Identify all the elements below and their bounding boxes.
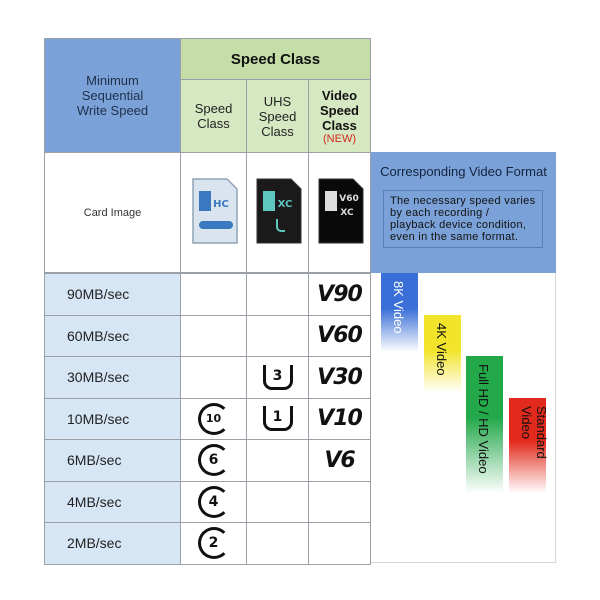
cell-uhs-row-2 xyxy=(246,356,309,399)
cell-speed-row-6 xyxy=(44,522,181,565)
video-format-bar-1 xyxy=(424,315,461,394)
cell-class-row-6 xyxy=(180,522,247,565)
uhs-speed-class-column-header xyxy=(246,79,309,153)
svg-text:XC: XC xyxy=(277,199,293,210)
uhs-speed-class-badge: 1 xyxy=(263,406,293,431)
speed-class-badge: 2 xyxy=(198,527,230,559)
cell-speed-row-5 xyxy=(44,481,181,524)
cell-class-row-4 xyxy=(180,439,247,482)
speed-value: 4MB/sec xyxy=(67,493,122,510)
speed-class-column-header xyxy=(180,79,247,153)
speed-value: 60MB/sec xyxy=(67,327,130,344)
speed-class-header-label: Speed Class xyxy=(230,50,321,68)
video-format-bar-label: 4K Video xyxy=(434,322,449,376)
svg-text:HC: HC xyxy=(213,199,229,210)
video-format-bar-0 xyxy=(381,273,418,352)
video-speed-class-new-label: (NEW) xyxy=(323,132,356,145)
video-speed-class-badge: V30 xyxy=(317,364,362,390)
svg-text:XC: XC xyxy=(340,208,354,218)
cell-class-row-3 xyxy=(180,398,247,441)
card-image-label: Card Image xyxy=(83,206,142,219)
video-speed-class-badge: V90 xyxy=(317,281,362,307)
cell-video-row-6 xyxy=(308,522,371,565)
cell-video-row-1 xyxy=(308,315,371,358)
sdxc-v60-card-image xyxy=(317,177,365,245)
speed-value: 90MB/sec xyxy=(67,286,130,303)
speed-value: 2MB/sec xyxy=(67,535,122,552)
cell-uhs-row-1 xyxy=(246,315,309,358)
sdxc-uhs3-card-image xyxy=(255,177,303,245)
speed-class-column-label: Speed Class xyxy=(194,101,233,131)
video-format-bar-label: Standard Video xyxy=(519,405,549,459)
speed-value: 6MB/sec xyxy=(67,452,122,469)
cell-video-row-3 xyxy=(308,398,371,441)
card-image-cell-video xyxy=(308,152,371,273)
video-speed-class-badge: V10 xyxy=(317,406,362,432)
speed-class-badge: 10 xyxy=(198,403,230,435)
uhs-speed-class-badge: 3 xyxy=(263,365,293,390)
video-speed-class-badge: V6 xyxy=(324,447,355,473)
cell-uhs-row-0 xyxy=(246,273,309,316)
uhs-speed-class-column-label: UHS Speed Class xyxy=(258,93,297,139)
video-format-bar-label: Full HD / HD Video xyxy=(476,364,491,474)
cell-class-row-0 xyxy=(180,273,247,316)
card-image-row-label xyxy=(44,152,181,273)
cell-class-row-2 xyxy=(180,356,247,399)
sdhc-class10-card-image xyxy=(191,177,239,245)
cell-class-row-1 xyxy=(180,315,247,358)
cell-speed-row-2 xyxy=(44,356,181,399)
cell-video-row-5 xyxy=(308,481,371,524)
video-speed-class-badge: V60 xyxy=(317,323,362,349)
video-format-note: The necessary speed varies by each recording / playback device condition, even in the same format. xyxy=(383,190,543,248)
min-speed-header xyxy=(44,38,181,153)
cell-uhs-row-3 xyxy=(246,398,309,441)
video-format-bar-2 xyxy=(466,356,503,493)
cell-uhs-row-4 xyxy=(246,439,309,482)
speed-value: 10MB/sec xyxy=(67,410,130,427)
cell-speed-row-3 xyxy=(44,398,181,441)
video-format-title: Corresponding Video Format xyxy=(380,164,547,179)
cell-video-row-2 xyxy=(308,356,371,399)
cell-video-row-0 xyxy=(308,273,371,316)
speed-class-header xyxy=(180,38,371,80)
speed-class-badge: 4 xyxy=(198,486,230,518)
svg-text:V60: V60 xyxy=(339,194,359,204)
cell-uhs-row-5 xyxy=(246,481,309,524)
cell-speed-row-1 xyxy=(44,315,181,358)
card-image-cell-uhs xyxy=(246,152,309,273)
cell-speed-row-0 xyxy=(44,273,181,316)
video-format-panel xyxy=(371,152,556,273)
cell-class-row-5 xyxy=(180,481,247,524)
speed-value: 30MB/sec xyxy=(67,369,130,386)
video-format-bar-label: 8K Video xyxy=(391,281,406,334)
card-image-cell-class xyxy=(180,152,247,273)
min-speed-header-label: Minimum Sequential Write Speed xyxy=(76,73,149,118)
cell-uhs-row-6 xyxy=(246,522,309,565)
cell-video-row-4 xyxy=(308,439,371,482)
speed-class-badge: 6 xyxy=(198,444,230,476)
video-format-bar-3 xyxy=(509,398,549,493)
cell-speed-row-4 xyxy=(44,439,181,482)
video-speed-class-column-label: Video Speed Class xyxy=(319,87,359,133)
video-speed-class-column-header xyxy=(308,79,371,153)
